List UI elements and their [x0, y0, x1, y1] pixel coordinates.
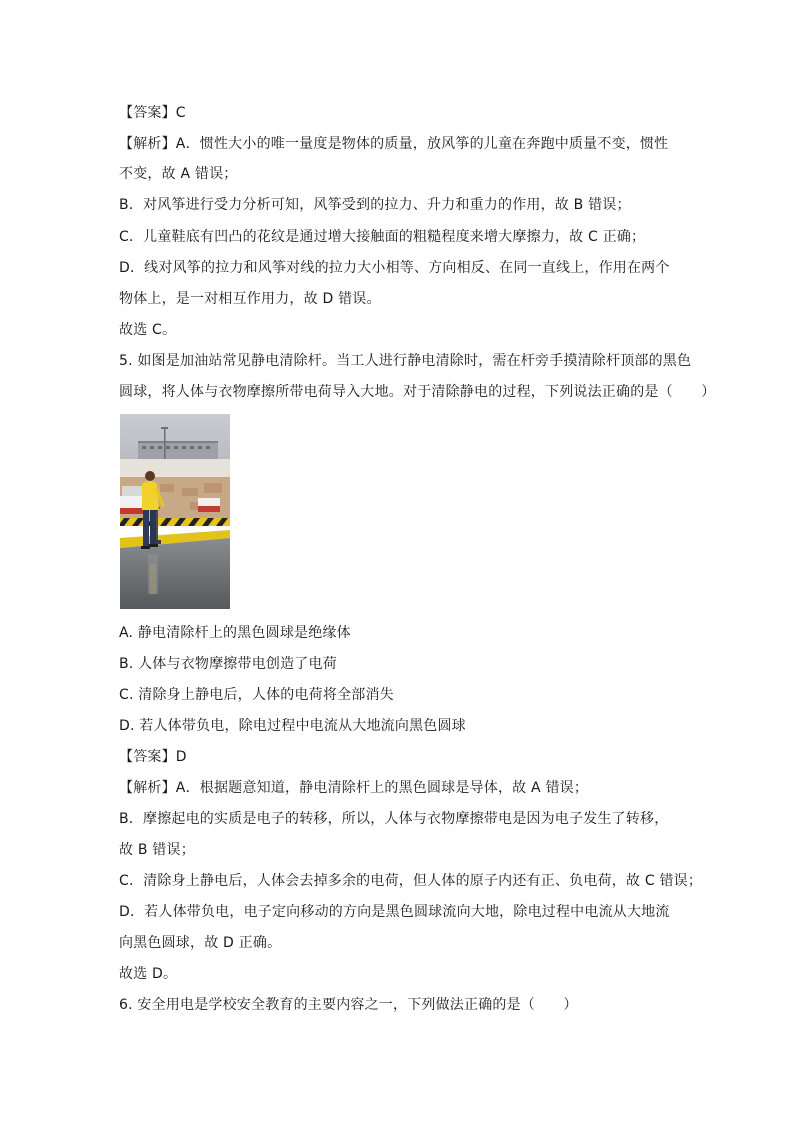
q4-analysis-line: D．线对风筝的拉力和风筝对线的拉力大小相等、方向相反、在同一直线上，作用在两个 [119, 260, 670, 276]
static-eliminator-photo [120, 414, 230, 609]
q5-analysis-line: 故 B 错误； [119, 842, 195, 858]
q5-conclusion: 故选 D。 [119, 966, 178, 982]
static-eliminator-illustration [120, 414, 230, 609]
q6-stem-line: 6. 安全用电是学校安全教育的主要内容之一，下列做法正确的是（ ） [119, 997, 578, 1013]
q5-stem-line: 圆球，将人体与衣物摩擦所带电荷导入大地。对于清除静电的过程，下列说法正确的是（ ） [119, 384, 716, 400]
q5-analysis-line: 向黑色圆球，故 D 正确。 [119, 935, 282, 951]
q5-analysis-line: D．若人体带负电，电子定向移动的方向是黑色圆球流向大地，除电过程中电流从大地流 [119, 904, 670, 920]
q5-answer: 【答案】D [119, 749, 187, 765]
q4-conclusion: 故选 C。 [119, 322, 177, 338]
q5-option-b: B. 人体与衣物摩擦带电创造了电荷 [119, 656, 337, 672]
q4-answer: 【答案】C [119, 105, 186, 121]
q5-analysis-line: 【解析】A．根据题意知道，静电清除杆上的黑色圆球是导体，故 A 错误； [119, 780, 589, 796]
q5-analysis-line: B．摩擦起电的实质是电子的转移，所以，人体与衣物摩擦带电是因为电子发生了转移， [119, 811, 669, 827]
q5-stem-line: 5. 如图是加油站常见静电清除杆。当工人进行静电清除时，需在杆旁手摸清除杆顶部的黑色 [119, 353, 692, 369]
q5-option-a: A. 静电清除杆上的黑色圆球是绝缘体 [119, 625, 351, 641]
q5-analysis-line: C．清除身上静电后，人体会去掉多余的电荷，但人体的原子内还有正、负电荷，故 C 错误； [119, 873, 703, 889]
q4-analysis-line: C．儿童鞋底有凹凸的花纹是通过增大接触面的粗糙程度来增大摩擦力，故 C 正确； [119, 229, 646, 245]
q5-option-d: D. 若人体带负电，除电过程中电流从大地流向黑色圆球 [119, 718, 466, 734]
q5-option-c: C. 清除身上静电后，人体的电荷将全部消失 [119, 687, 394, 703]
q4-analysis-line: 【解析】A．惯性大小的唯一量度是物体的质量，放风筝的儿童在奔跑中质量不变，惯性 [119, 136, 669, 152]
q4-analysis-line: 物体上，是一对相互作用力，故 D 错误。 [119, 291, 381, 307]
q4-analysis-line: 不变，故 A 错误； [119, 166, 238, 182]
q4-analysis-line: B．对风筝进行受力分析可知，风筝受到的拉力、升力和重力的作用，故 B 错误； [119, 197, 631, 213]
